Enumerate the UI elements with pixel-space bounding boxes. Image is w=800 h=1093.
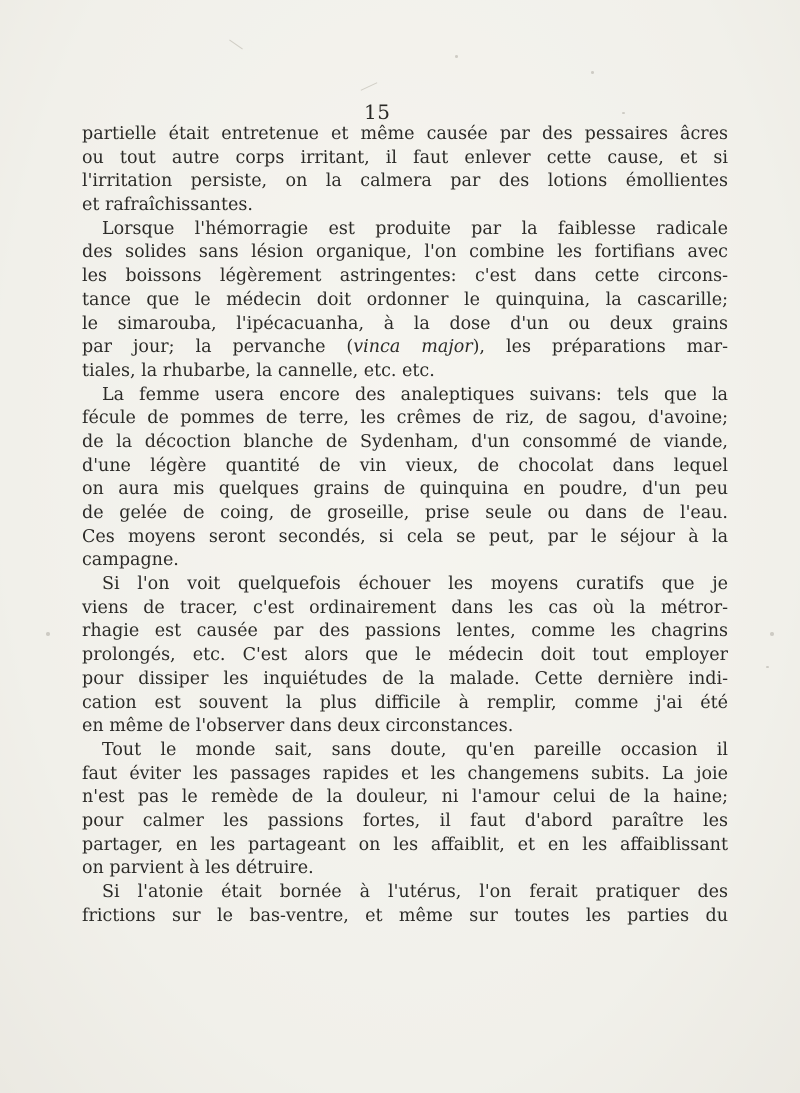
text-line: pour dissiper les inquiétudes de la malade. Cette dernière indi- [82, 668, 728, 689]
text-line: d'une légère quantité de vin vieux, de chocolat dans lequel [82, 455, 728, 476]
text-line: partager, en les partageant on les affaiblit, et en les affaiblissant [82, 834, 728, 855]
text-line: n'est pas le remède de la douleur, ni l'amour celui de la haine; [82, 787, 728, 808]
text-line: Si l'on voit quelquefois échouer les moyens curatifs que je [102, 574, 728, 595]
text-line: de gelée de coing, de groseille, prise seule ou dans de l'eau. [82, 503, 728, 523]
text-line: ou tout autre corps irritant, il faut enlever cette cause, et si [82, 147, 728, 168]
text-line: de la décoction blanche de Sydenham, d'un consommé de viande, [82, 431, 728, 452]
paragraph [82, 384, 728, 574]
scan-speck [766, 666, 769, 668]
text-line: fécule de pommes de terre, les crêmes de riz, de sagou, d'avoine; [82, 408, 728, 429]
text-line: frictions sur le bas-ventre, et même sur toutes les parties du [82, 905, 728, 926]
text-line: La femme usera encore des analeptiques suivans: tels que la [102, 384, 728, 405]
text-line: les boissons légèrement astringentes: c'est dans cette circons- [82, 266, 728, 287]
paragraph [82, 881, 728, 928]
text-line: le simarouba, l'ipécacuanha, à la dose d'un ou deux grains [82, 313, 728, 334]
text-line: tance que le médecin doit ordonner le quinquina, la cascarille; [82, 289, 728, 310]
text-line: tiales, la rhubarbe, la cannelle, etc. etc. [82, 360, 435, 381]
text-line: et rafraîchissantes. [82, 195, 253, 216]
text-line: partielle était entretenue et même causée par des pessaires âcres [82, 124, 728, 144]
text-line: prolongés, etc. C'est alors que le médecin doit tout employer [82, 645, 728, 666]
paragraph [82, 123, 728, 218]
text-line: en même de l'observer dans deux circonstances. [82, 716, 514, 737]
text-line: Ces moyens seront secondés, si cela se peut, par le séjour à la [82, 526, 728, 547]
text-line: campagne. [82, 550, 179, 571]
scan-scratch [361, 82, 378, 91]
paragraph [82, 739, 728, 881]
scan-scratch [229, 40, 243, 50]
text-line: Si l'atonie était bornée à l'utérus, l'on ferait pratiquer des [102, 882, 728, 902]
text-line: viens de tracer, c'est ordinairement dans les cas où la métror- [82, 597, 728, 618]
text-line: Lorsque l'hémorragie est produite par la faiblesse radicale [102, 218, 728, 239]
scan-speck [455, 55, 458, 58]
scan-speck [591, 71, 594, 74]
body-text [82, 123, 728, 928]
scan-speck [770, 632, 774, 636]
text-line: rhagie est causée par des passions lentes, comme les chagrins [82, 621, 728, 642]
scan-speck [622, 112, 625, 114]
paragraph [82, 218, 728, 384]
scan-speck [46, 632, 50, 636]
page-number: 15 [364, 100, 391, 124]
italic-term: vinca major [353, 337, 473, 358]
text-line: Tout le monde sait, sans doute, qu'en pareille occasion il [102, 739, 728, 760]
text-line: cation est souvent la plus difficile à remplir, comme j'ai été [82, 692, 728, 713]
text-line: on aura mis quelques grains de quinquina en poudre, d'un peu [82, 479, 728, 500]
text-line: l'irritation persiste, on la calmera par des lotions émollientes [82, 171, 728, 192]
text-line: pour calmer les passions fortes, il faut d'abord paraître les [82, 810, 728, 831]
text-line: on parvient à les détruire. [82, 858, 314, 879]
paragraph [82, 573, 728, 739]
text-line-with-italic: par jour; la pervanche (vinca major), les préparations mar- [82, 337, 728, 358]
text-line: des solides sans lésion organique, l'on combine les fortifians avec [82, 242, 728, 263]
text-line: faut éviter les passages rapides et les changemens subits. La joie [82, 763, 728, 784]
